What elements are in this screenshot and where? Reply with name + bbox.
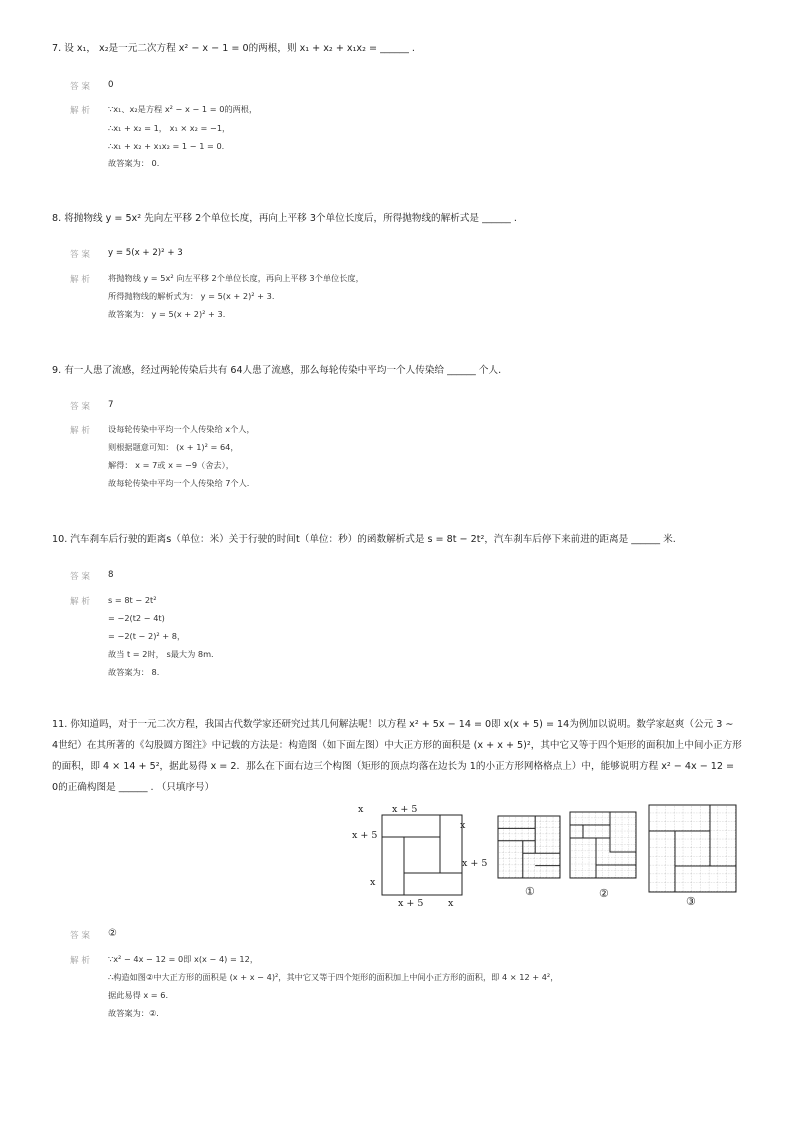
answer-label: 答 案 [70,572,90,582]
grid-caption: ② [599,887,609,900]
answer-label: 答 案 [70,931,90,941]
analysis-line: 设每轮传染中平均一个人传染给 x个人， [108,424,255,434]
grid-caption: ① [525,885,535,898]
question-9-stem: 9. 有一人患了流感，经过两轮传染后共有 64人患了流感，那么每轮传染中平均一个人传染给 ______ 个人. [52,365,502,376]
analysis-line: ∴x₁ + x₂ = 1， x₁ × x₂ = −1， [108,123,231,133]
analysis-line: 解得： x = 7或 x = −9（舍去）， [108,460,234,470]
zhao-shuang-square-figure [350,800,495,910]
figure-label: x + 5 [392,804,418,815]
analysis-label: 解 析 [70,106,90,116]
analysis-label: 解 析 [70,956,90,966]
grid-figure-2 [569,811,641,901]
question-11-stem: 11. 你知道吗，对于一元二次方程，我国古代数学家还研究过其几何解法呢！以方程 x² + 5x − 14 = 0即 x(x + 5) = 14为例加以说明。数学家赵爽（公元 3 ∼ 4世纪）在其所著的《勾股圆方图注》中记载的方法是：构造图（如下面左图）中大正方形的面积是 (x + x + 5)²，其中它又等于四个矩形的面积加上中间小正方形的面积，即 4 × 14 + 5²，据此易得 x = 2．那么在下面右边三个构图（矩形的顶点均落在边长为 1的小正方形网格格点上）中，能够说明方程 x² − 4x − 12 = 0的正确构图是 ______ . （只填序号） [52,719,742,793]
analysis-line: ∵x₁、x₂是方程 x² − x − 1 = 0的两根， [108,104,258,114]
analysis-label: 解 析 [70,275,90,285]
figure-label: x [370,877,376,888]
analysis-line: = −2(t2 − 4t) [108,613,165,623]
answer-label: 答 案 [70,402,90,412]
analysis-line: 故每轮传染中平均一个人传染给 7个人. [108,478,250,488]
answer-label: 答 案 [70,82,90,92]
question-7-stem: 7. 设 x₁， x₂是一元二次方程 x² − x − 1 = 0的两根，则 x₁ + x₂ + x₁x₂ = ______ . [52,43,415,54]
figure-label: x + 5 [352,830,378,841]
analysis-line: s = 8t − 2t² [108,595,157,605]
figure-label: x + 5 [398,898,424,909]
figure-label: x [448,898,454,909]
analysis-line: 则根据题意可知： (x + 1)² = 64， [108,442,239,452]
answer-value: y = 5(x + 2)² + 3 [108,248,183,258]
analysis-line: 故当 t = 2时， s最大为 8m. [108,649,214,659]
answer-label: 答 案 [70,250,90,260]
analysis-line: 故答案为：②. [108,1008,159,1018]
analysis-line: 故答案为： y = 5(x + 2)² + 3. [108,309,226,319]
answer-value: ② [108,928,117,939]
analysis-line: 故答案为： 8. [108,667,160,677]
analysis-line: 将抛物线 y = 5x² 向左平移 2个单位长度，再向上平移 3个单位长度， [108,273,364,283]
grid-caption: ③ [686,895,696,908]
analysis-line: 故答案为： 0. [108,158,160,168]
analysis-line: 据此易得 x = 6. [108,990,169,1000]
grid-figure-3 [648,804,738,908]
answer-value: 0 [108,80,114,90]
grid-figure-1 [497,815,565,900]
analysis-label: 解 析 [70,426,90,436]
analysis-label: 解 析 [70,597,90,607]
figure-label: x + 5 [462,858,488,869]
analysis-line: 所得抛物线的解析式为： y = 5(x + 2)² + 3. [108,291,275,301]
analysis-line: = −2(t − 2)² + 8， [108,631,186,641]
figure-label: x [460,820,466,831]
analysis-line: ∵x² − 4x − 12 = 0即 x(x − 4) = 12， [108,954,259,964]
question-8-stem: 8. 将抛物线 y = 5x² 先向左平移 2个单位长度，再向上平移 3个单位长度后，所得抛物线的解析式是 ______ . [52,213,517,224]
analysis-line: ∴x₁ + x₂ + x₁x₂ = 1 − 1 = 0. [108,141,225,151]
figure-label: x [358,804,364,815]
answer-value: 7 [108,400,114,410]
question-10-stem: 10. 汽车刹车后行驶的距离s（单位：米）关于行驶的时间t（单位：秒）的函数解析式是 s = 8t − 2t²，汽车刹车后停下来前进的距离是 ______ 米. [52,534,676,545]
analysis-line: ∴构造如图②中大正方形的面积是 (x + x − 4)²，其中它又等于四个矩形的面积加上中间小正方形的面积，即 4 × 12 + 4²， [108,972,559,982]
answer-value: 8 [108,570,114,580]
